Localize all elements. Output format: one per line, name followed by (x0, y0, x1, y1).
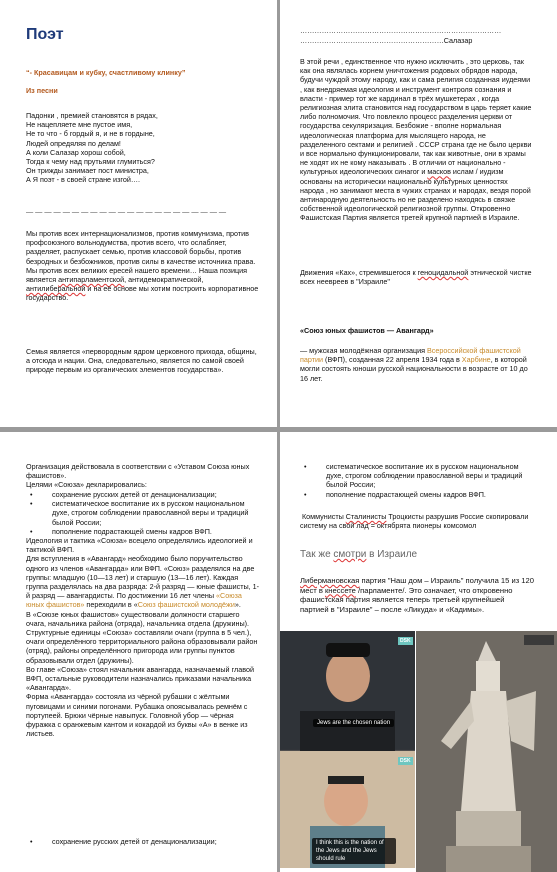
list-item: • пополнение подрастающей смены кадров ВФП. (52, 527, 257, 536)
video-stills-image (280, 631, 415, 868)
communists-note (300, 512, 535, 530)
text-run: Движения «Ках», стремившегося к (300, 268, 418, 277)
section-heading: «Союз юных фашистов — Авангард» (300, 326, 434, 335)
underlined-word: смотри (333, 549, 367, 560)
commentary-paragraph (300, 57, 532, 223)
text-run: и на её основе мы хотим построить корпоративное государство. (26, 284, 261, 303)
list-item: • сохранение русских детей от денационализации; (52, 490, 257, 499)
paragraph-2: Семья является «первородным ядром церковного прихода, общины, а отсюда и нации. Она, следовательно, является по самой своей природе первым из органических элементов государства». (26, 347, 259, 375)
list-item: • пополнение подрастающей смены кадров ВФП. (326, 490, 536, 499)
text-run: Коммунисты (300, 512, 346, 521)
harbin-link[interactable]: Харбине (461, 355, 491, 365)
text-run: Так же (300, 549, 334, 560)
text-run: переходили в « (84, 600, 138, 610)
text-run: партия "Наш дом – Израиль" получила 15 из 120 мест в (300, 576, 537, 595)
israel-paragraph (300, 576, 535, 614)
text-run: /парламенте/. Это означает, что откровенно фашистская партия является теперь третьей крупнейшей партией в "Израиле" – после «Ликуда» и «Кадимы». (300, 585, 515, 614)
paragraph-1 (26, 229, 261, 303)
poem: Падонки , премией становятся в рядах, Не нацепляете мне пустое имя, Не то что - б гордый я, и не в гордыне, Людей опредяляя по делам! А коли Салазар хорош собой, Тогда к чему над прутьями глумиться? Он трижды занимает пост министра, А Я поэт - в своей стране изгой…. (26, 111, 158, 185)
goals-list-continued (326, 462, 536, 499)
text-run: В этой речи , единственное что нужно исключить , это церковь, так как она являлась корнем уничтожения родовых обрядов народа, будучи чуждой этому народу, как и сама религия созданная иудеями , как внедряемая идеология и инструмент контроля сознания и власти - пример тот же кардинал в трёх мушкетерах , когда религиозная элита становится над государством в царь теряет какие либо полномочия. Что повлекло процесс разделения церкви от государства секуляризация. Безбожие - вполне нормальная идеологическая платформа для мыслящего народа, не разделенного сектами и религией . СССР страна где не было церкви и все нормально функционировали, так как животные, они в храмы не ходят их не кому наказывать . В отличии от национально - культурных идеологических синагог и (300, 57, 534, 177)
text-run: — мужская молодёжная организация (300, 346, 427, 355)
goals-list (52, 490, 257, 536)
dots-line-1: ………………………………………………………………………… (300, 26, 502, 35)
underlined-word: Сталинисты (345, 512, 387, 521)
intro-text: Организация действовала в соответствии с «Уставом Союза юных фашистов». Целями «Союза» декларировались: (26, 462, 250, 490)
text-run: Мы против всех интернационализмов, против коммунизма, против профсоюзного вольнодумства, против всего, что ослабляет, разделяет, распускает семью, против классовой борьбы, против безродных и безбожников, против силы в качестве источника права. Мы против всех великих ересей нашего времени… Наша позиция является (26, 229, 258, 285)
text-run: Идеология и тактика «Союза» всецело определялись идеологией и тактикой ВФП. Для вступления в «Авангард» необходимо было поручительство одного из членов «Авангарда» или ВФП. «Союз» разделялся на две группы: младшую (10—13 лет) и старшую (13—16 лет). Каждая группа разделялась на два разряда: 2-й разряд — юные фашисты, 1-й разряд — авангардисты. По достижении 16 лет члены (26, 536, 260, 601)
text-run: ислам / иудизм основаны на исторически национально культурных ценностях народа , но занимают места в чужих странах и народах, вездя порой антинародную деятельность но не разделено находясь в связке собственной идеологической религиозной группы. Откровенно Фашистская Партия является третей крупной партией в Израиле. (300, 167, 533, 223)
vfp-link[interactable]: Всероссийской фашистской партии (300, 346, 523, 365)
channel-badge: DSK (400, 758, 411, 764)
goals-list-repeat (52, 837, 257, 846)
page-2 (280, 0, 557, 427)
statue-image (416, 631, 557, 872)
page-4 (280, 432, 557, 872)
list-item: • сохранение русских детей от денационализации; (52, 837, 257, 846)
underlined-word: масков (427, 167, 451, 177)
page-3 (0, 432, 277, 872)
separator: — — — — — — — — — — — — — — — — — — — — — — (26, 207, 227, 216)
text-run: в Израиле (366, 549, 418, 560)
underlined-word: антилиберальной (26, 284, 86, 294)
channel-badge: DSK (400, 638, 411, 644)
text-run: этнической чистке всех неевреев в "Израиле" (300, 268, 534, 287)
union-link[interactable]: «Союза юных фашистов» (26, 591, 244, 610)
underlined-word: антипарламентской (58, 275, 125, 285)
avangard-paragraph (300, 346, 532, 383)
text-run: (ВФП), созданная 22 апреля 1934 года в (323, 355, 462, 365)
underlined-word: кнессете (324, 585, 356, 595)
text-run: ». В «Союзе юных фашистов» существовали должности старшего очага, начальника района (отряда), начальника отдела (дружины). Структурные единицы «Союза» составляли очаги (группа в 5 чел.), очаги определённого территориального района образовывали район (отряд), районы определённого пригорода или группы пунктов образовывали отдел (дружины). Во главе «Союза» стоял начальник авангарда, назначаемый главой ВФП, остальные руководители назначались приказами начальника «Авангарда». Форма «Авангарда» состояла из чёрной рубашки с жёлтыми пуговицами и синими погонами. Рубашка опоясывалась ремнём с портупеей. Брюки чёрные навыпуск. Головной убор — чёрная фуражка с оранжевым кантом и кокардой из буквы «А» в венке из листьев. (26, 600, 258, 739)
underlined-word: геноцидальной (417, 268, 469, 277)
dots-line-2: ……………………………………………………Салазар (300, 36, 473, 45)
list-item: • систематическое воспитание их в русском национальном духе, строгом соблюдении православной веры и традиций былой России; (52, 499, 257, 527)
caption-1: Jews are the chosen nation (313, 719, 394, 727)
body-text (26, 536, 261, 738)
epigraph: “- Красавицам и кубку, счастливому клинку” (26, 68, 186, 77)
underlined-word: Либермановская (300, 576, 360, 585)
caption-2: I think this is the nation of the Jews and the Jews should rule (312, 838, 396, 864)
portrait-illustration (280, 631, 415, 868)
youth-union-link[interactable]: Союз фашистской молодёжи (137, 600, 235, 610)
israel-heading (300, 549, 417, 560)
epigraph-source: Из песни (26, 86, 58, 95)
page-1 (0, 0, 277, 427)
list-item: • систематическое воспитание их в русском национальном духе, строгом соблюдении православной веры и традиций былой России; (326, 462, 536, 490)
text-run: Троцкисты разрушив Россие скопировали систему на свой лад = октябрята пионеры комсомол (300, 512, 531, 531)
page-title: Поэт (26, 26, 64, 43)
text-run: , антидемократической, (124, 275, 206, 285)
statue-figure-icon (416, 631, 557, 872)
kach-paragraph (300, 268, 532, 286)
text-run: , в которой могли состоять юноши русской национальности в возрасте от 10 до 16 лет. (300, 355, 530, 383)
